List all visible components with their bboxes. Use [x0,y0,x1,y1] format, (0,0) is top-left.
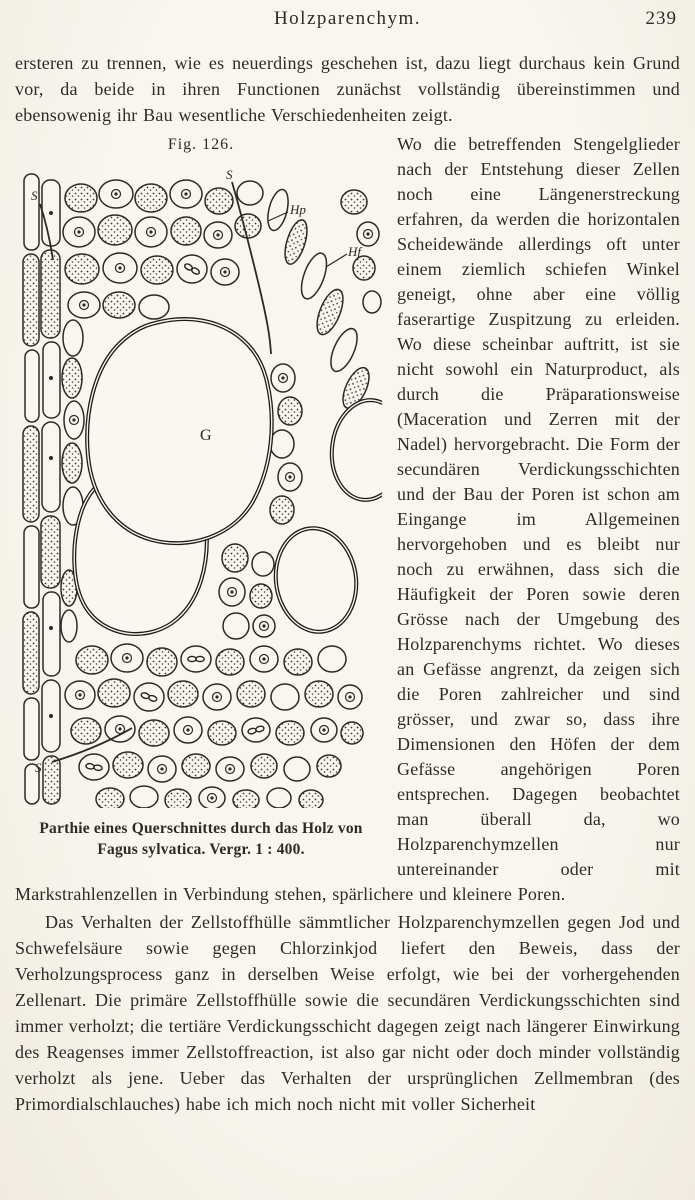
paragraph-second: Das Verhalten der Zellstoffhülle sämmtlicher Holzparenchymzellen gegen Jod und Schwefelsäure sowie gegen Chlorzinkjod liefert den Beweis, dass der Verholzungsprocess ganz in derselben Weise erfolgt, wie bei der vorhergehenden Zellenart. Die primäre Zellstoffhülle sowie die secundären Verdickungsschichten sind immer verholzt; die tertiäre Verdickungsschicht dagegen zeigt nach längerer Einwirkung des Reagenses immer Zellstoffreaction, ist also gar nicht oder doch minder vollständig verholzt als jene. Ueber das Verhalten der ursprünglichen Zellmembran (des Primordialschlauches) habe ich mich noch nicht mit voller Sicherheit [15,912,680,1114]
page-header [0,0,695,38]
figure-caption-line2: Fagus sylvatica. Vergr. 1 : 400. [97,841,305,858]
figure-block [15,134,387,860]
parenchyma-middle-right [270,364,302,524]
paragraph-intro: ersteren zu trennen, wie es neuerdings geschehen ist, dazu liegt durchaus kein Grund vor, da beide in ihren Functionen zunächst vollständig übereinstimmen und ebensowenig ihr Bau wesentliche Verschiedenheiten zeigt. [15,53,680,125]
page-number: 239 [645,8,677,29]
figure-caption [15,818,387,860]
label-s-bottom-icon: S [35,760,42,775]
label-hf-icon: Hf [348,244,361,259]
label-s-top-icon: S [226,168,233,182]
label-hp-icon: Hp [290,202,306,217]
parenchyma-bottom [65,644,363,808]
figure-caption-line1: Parthie eines Querschnittes durch das Holz von [39,820,363,837]
running-title: Holzparenchym. [273,8,422,29]
figure-illustration [20,168,382,808]
parenchyma-between-vessels [219,544,275,639]
paragraph-wrap: Wo die betreffenden Stengelglieder nach der Entstehung dieser Zellen noch eine Längenerstreckung erfahren, da werden die horizontalen Scheidewände allerdings oft unter einem ziemlich schiefen Winkel geneigt, ohne aber eine völlig faserartige Zuspitzung zu erleiden. Wo diese scheinbar auftritt, ist sie nicht sowohl ein Naturproduct, als durch die Präparationsweise (Maceration und Zerren mit der Nadel) hervorgebracht. Die Form der secundären Verdickungsschichten und der Bau der Poren ist schon am Eingange im Allgemeinen hervorgehoben und es bleibt nur noch zu erwähnen, dass sich die Häufigkeit der Poren sowie deren Grösse nach der Umgebung des Holzparenchyms richtet. Wo dieses an Gefässe angrenzt, da zeigen sich die Poren zahlreicher und sind grösser, und zwar so, dass ihre Dimensionen den Höfen der dem Gefässe angehörigen Poren entsprechen. Dagegen beobachtet man überall da, wo Holzparenchymzellen nur untereinander oder mit Markstrahlenzellen in Verbindung stehen, spärlichere und kleinere Poren. [15,134,680,904]
label-s-top-left-icon: S [31,188,38,203]
figure-number: Fig. 126. [167,136,235,153]
label-g-icon: G [200,427,212,444]
ray-cells-left [23,174,60,804]
page-content [0,50,695,1117]
